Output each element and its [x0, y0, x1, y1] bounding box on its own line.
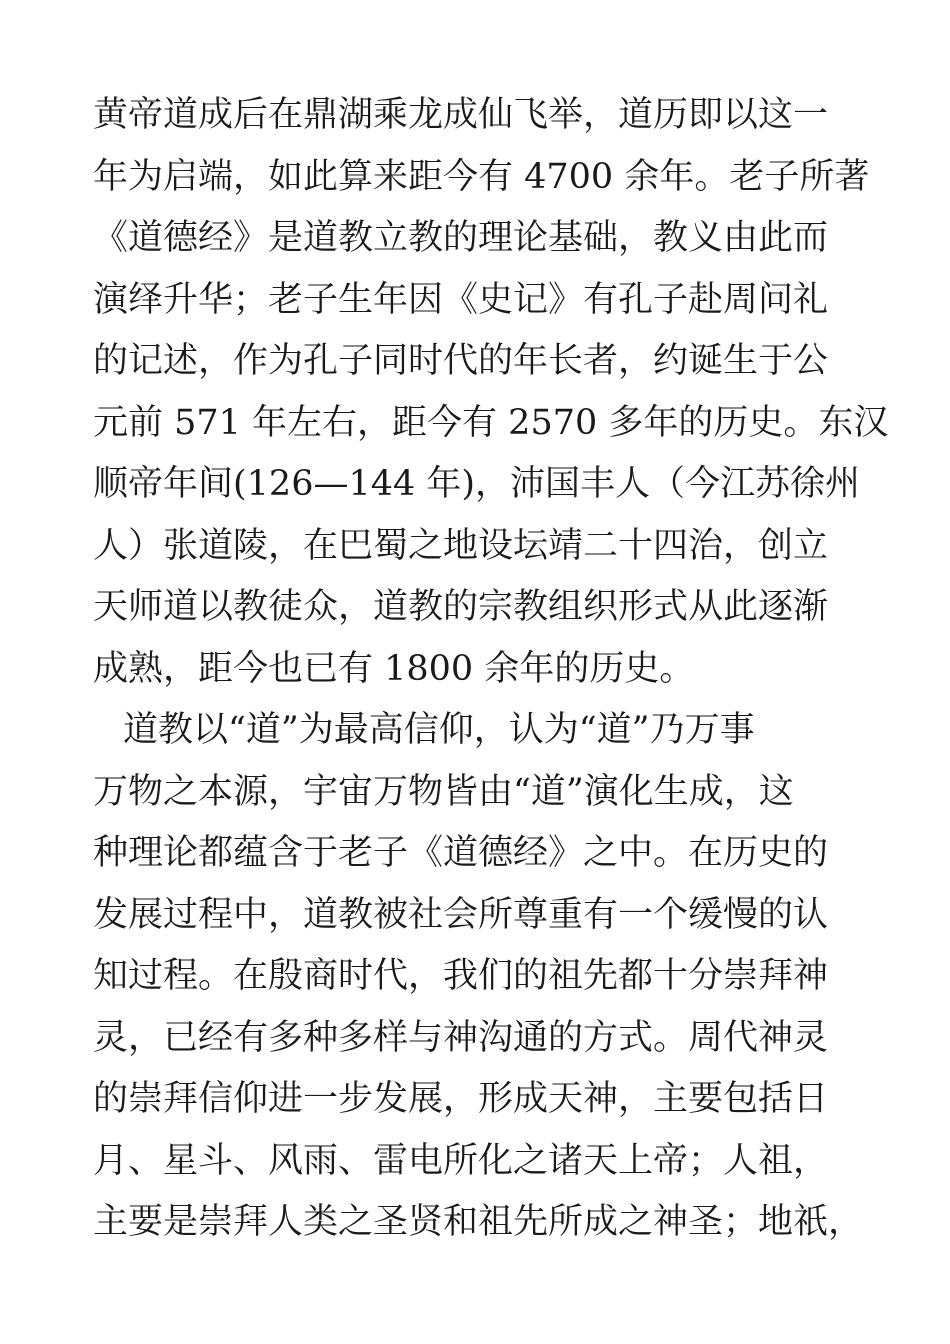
paragraph-2: [93, 700, 864, 1254]
text-line: 万物之本源，宇宙万物皆由“道”演化生成，这: [93, 771, 794, 812]
body-text: [93, 85, 889, 1254]
text-line: 主要是崇拜人类之圣贤和祖先所成之神圣；地祇，: [93, 1202, 864, 1242]
text-line: 的崇拜信仰进一步发展，形成天神，主要包括日: [93, 1079, 829, 1119]
text-line: 的记述，作为孔子同时代的年长者，约诞生于公: [93, 341, 829, 381]
text-line: 年为启端，如此算来距今有 4700 余年。老子所著: [93, 156, 870, 197]
text-line: 黄帝道成后在鼎湖乘龙成仙飞举，道历即以这一: [93, 95, 829, 135]
text-line: 元前 571 年左右，距今有 2570 多年的历史。东汉: [93, 402, 889, 443]
text-line: 演绎升华；老子生年因《史记》有孔子赴周问礼: [93, 279, 829, 320]
text-line: 灵，已经有多种多样与神沟通的方式。周代神灵: [93, 1017, 829, 1058]
text-line: 道教以“道”为最高信仰，认为“道”乃万事: [123, 710, 755, 750]
text-line: 知过程。在殷商时代，我们的祖先都十分崇拜神: [93, 956, 829, 996]
text-line: 人）张道陵，在巴蜀之地设坛靖二十四治，创立: [93, 525, 829, 566]
text-line: 月、星斗、风雨、雷电所化之诸天上帝；人祖，: [93, 1140, 829, 1181]
text-line: 种理论都蕴含于老子《道德经》之中。在历史的: [93, 833, 829, 873]
paragraph-1: [93, 85, 889, 700]
text-line: 成熟，距今也已有 1800 余年的历史。: [93, 648, 695, 689]
text-line: 顺帝年间(126—144 年)，沛国丰人（今江苏徐州: [93, 464, 861, 504]
text-line: 天师道以教徒众，道教的宗教组织形式从此逐渐: [93, 587, 829, 627]
text-line: 发展过程中，道教被社会所尊重有一个缓慢的认: [93, 894, 829, 935]
text-line: 《道德经》是道教立教的理论基础，教义由此而: [93, 218, 829, 258]
